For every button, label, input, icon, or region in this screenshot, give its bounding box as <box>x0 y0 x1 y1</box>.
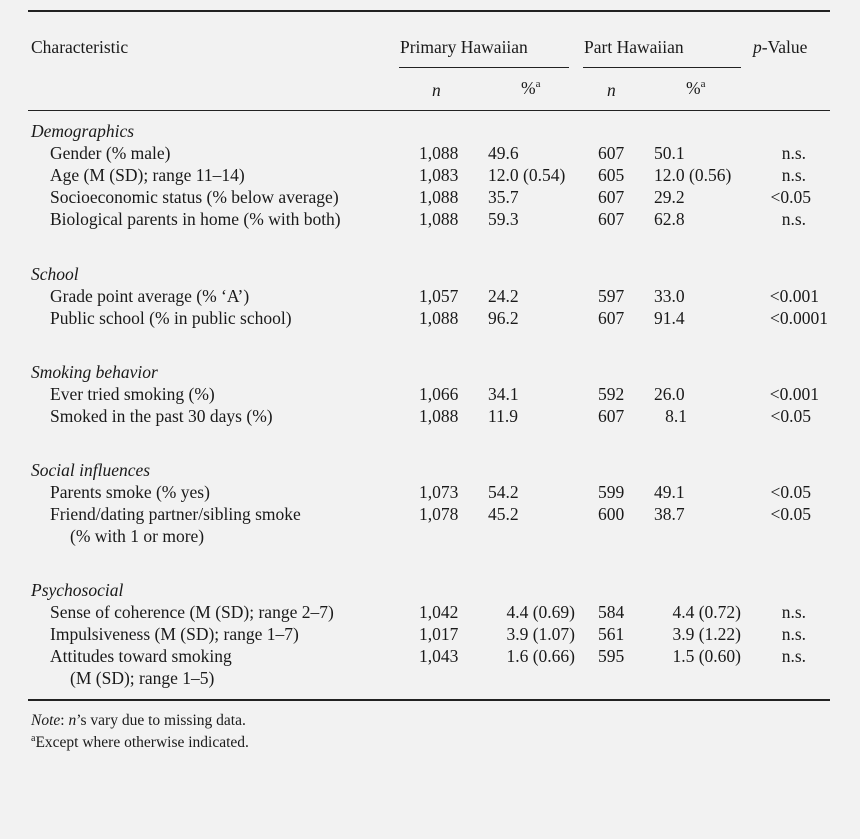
cell-n-primary: 1,088 <box>419 143 459 163</box>
footnote-text: Except where otherwise indicated. <box>35 734 249 751</box>
cell-p-value: n.s. <box>781 624 806 644</box>
cell-n-primary: 1,057 <box>419 286 459 306</box>
note-text: ’s vary due to missing data. <box>76 712 246 729</box>
cell-p-value: n.s. <box>781 646 806 666</box>
cell-pct-part: 12.0 (0.56) <box>654 165 732 185</box>
cell-p-value: <0.001 <box>769 384 819 404</box>
section-title-demographics: Demographics <box>31 121 135 141</box>
cell-n-part: 607 <box>598 406 625 426</box>
row-label: Sense of coherence (M (SD); range 2–7) <box>50 602 334 622</box>
cell-p-value: <0.05 <box>770 504 811 524</box>
cell-pct-primary: 59.3 <box>488 209 519 229</box>
cell-n-primary: 1,088 <box>419 406 459 426</box>
section-title-school: School <box>31 264 79 284</box>
cell-n-part: 592 <box>598 384 625 404</box>
header-pct-primary-sup: a <box>535 78 541 91</box>
note-colon: : <box>60 712 69 729</box>
cell-pct-primary: 54.2 <box>488 482 519 502</box>
header-part-hawaiian: Part Hawaiian <box>584 37 684 57</box>
header-n-part: n <box>607 80 616 100</box>
cell-p-value: <0.05 <box>770 482 811 502</box>
cell-n-primary: 1,043 <box>419 646 459 666</box>
cell-pct-primary: 49.6 <box>488 143 519 163</box>
cell-pct-part: 91.4 <box>654 308 685 328</box>
primary-group-rule <box>399 67 569 68</box>
header-p-value <box>753 37 807 58</box>
cell-n-part: 600 <box>598 504 625 524</box>
row-label: Socioeconomic status (% below average) <box>50 187 339 207</box>
header-characteristic: Characteristic <box>31 37 129 57</box>
header-pct-part <box>686 78 705 99</box>
cell-n-primary: 1,083 <box>419 165 459 185</box>
cell-pct-primary: 1.6 (0.66) <box>506 646 575 666</box>
cell-pct-part: 4.4 (0.72) <box>672 602 741 622</box>
cell-p-value: <0.001 <box>769 286 819 306</box>
cell-p-value: <0.05 <box>770 406 811 426</box>
table-footnote <box>31 734 249 752</box>
cell-pct-primary: 35.7 <box>488 187 519 207</box>
cell-pct-part: 62.8 <box>654 209 685 229</box>
cell-pct-primary: 4.4 (0.69) <box>506 602 575 622</box>
footnote-marker: a <box>31 732 36 744</box>
row-label: Parents smoke (% yes) <box>50 482 210 502</box>
cell-n-part: 607 <box>598 187 625 207</box>
cell-n-part: 607 <box>598 143 625 163</box>
cell-pct-part: 26.0 <box>654 384 685 404</box>
cell-pct-primary: 12.0 (0.54) <box>488 165 566 185</box>
row-label-continuation: (M (SD); range 1–5) <box>70 668 215 688</box>
header-primary-hawaiian: Primary Hawaiian <box>400 37 528 57</box>
cell-n-primary: 1,073 <box>419 482 459 502</box>
cell-pct-primary: 11.9 <box>488 406 518 426</box>
cell-n-part: 561 <box>598 624 625 644</box>
row-label: Attitudes toward smoking <box>50 646 232 666</box>
table-note <box>31 712 246 730</box>
cell-p-value: n.s. <box>781 143 806 163</box>
cell-p-value: <0.0001 <box>770 308 828 328</box>
row-label: Biological parents in home (% with both) <box>50 209 341 229</box>
row-label: Ever tried smoking (%) <box>50 384 215 404</box>
cell-n-primary: 1,042 <box>419 602 459 622</box>
section-title-smoking-behavior: Smoking behavior <box>31 362 158 382</box>
cell-pct-primary: 3.9 (1.07) <box>506 624 575 644</box>
cell-pct-part: 1.5 (0.60) <box>672 646 741 666</box>
header-p-suffix: -Value <box>761 37 808 57</box>
section-title-social-influences: Social influences <box>31 460 151 480</box>
cell-p-value: n.s. <box>781 602 806 622</box>
cell-n-part: 597 <box>598 286 625 306</box>
cell-p-value: n.s. <box>781 165 806 185</box>
row-label: Public school (% in public school) <box>50 308 292 328</box>
cell-n-primary: 1,078 <box>419 504 459 524</box>
top-rule <box>28 10 830 12</box>
header-pct-primary <box>521 78 540 99</box>
cell-n-part: 599 <box>598 482 625 502</box>
cell-p-value: n.s. <box>781 209 806 229</box>
bottom-rule <box>28 699 830 701</box>
cell-n-part: 584 <box>598 602 625 622</box>
row-label: Impulsiveness (M (SD); range 1–7) <box>50 624 299 644</box>
cell-pct-primary: 96.2 <box>488 308 519 328</box>
row-label: Friend/dating partner/sibling smoke <box>50 504 301 524</box>
cell-n-primary: 1,088 <box>419 308 459 328</box>
header-n-primary: n <box>432 80 441 100</box>
header-pct-primary-symbol: % <box>521 78 536 98</box>
part-group-rule <box>583 67 741 68</box>
cell-pct-part: 50.1 <box>654 143 685 163</box>
cell-pct-part: 8.1 <box>665 406 687 426</box>
cell-pct-primary: 34.1 <box>488 384 519 404</box>
row-label: Age (M (SD); range 11–14) <box>50 165 245 185</box>
header-rule <box>28 110 830 111</box>
row-label: Grade point average (% ‘A’) <box>50 286 250 306</box>
section-title-psychosocial: Psychosocial <box>31 580 124 600</box>
note-label: Note <box>31 712 61 729</box>
row-label: Smoked in the past 30 days (%) <box>50 406 273 426</box>
cell-n-primary: 1,017 <box>419 624 459 644</box>
cell-pct-primary: 45.2 <box>488 504 519 524</box>
cell-pct-part: 29.2 <box>654 187 685 207</box>
header-pct-part-sup: a <box>700 78 706 91</box>
cell-pct-part: 38.7 <box>654 504 685 524</box>
cell-n-part: 605 <box>598 165 625 185</box>
header-pct-part-symbol: % <box>686 78 701 98</box>
cell-n-part: 607 <box>598 209 625 229</box>
cell-p-value: <0.05 <box>770 187 811 207</box>
cell-n-primary: 1,088 <box>419 209 459 229</box>
row-label: Gender (% male) <box>50 143 171 163</box>
cell-pct-part: 49.1 <box>654 482 685 502</box>
cell-pct-part: 3.9 (1.22) <box>672 624 741 644</box>
cell-pct-part: 33.0 <box>654 286 685 306</box>
row-label-continuation: (% with 1 or more) <box>70 526 205 546</box>
note-n: n <box>68 712 77 729</box>
cell-n-part: 607 <box>598 308 625 328</box>
cell-n-primary: 1,066 <box>419 384 459 404</box>
cell-n-primary: 1,088 <box>419 187 459 207</box>
cell-pct-primary: 24.2 <box>488 286 519 306</box>
cell-n-part: 595 <box>598 646 625 666</box>
header-p-letter: p <box>753 37 762 57</box>
